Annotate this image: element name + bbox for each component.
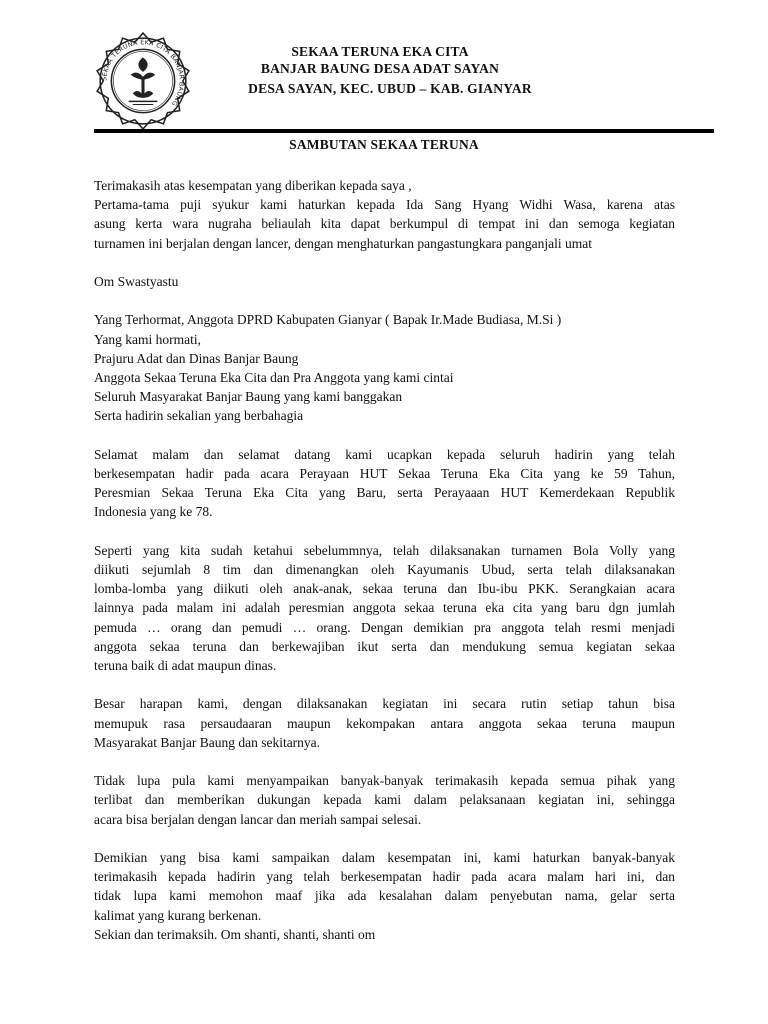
paragraph-line: Seperti yang kita sudah ketahui sebelummnya, telah dilaksanakan turnamen Bola Volly yang bbox=[94, 542, 675, 558]
paragraph-line: Selamat malam dan selamat datang kami ucapkan kepada seluruh hadirin yang telah bbox=[94, 446, 675, 462]
paragraph-line: Besar harapan kami, dengan dilaksanakan kegiatan ini secara rutin setiap tahun bisa bbox=[94, 696, 675, 712]
salutation-line: Yang kami hormati, bbox=[94, 331, 201, 347]
paragraph-line: lomba-lomba yang diikuti oleh anak-anak, sekaa teruna dan Ibu-ibu PKK. Serangkaian acara bbox=[94, 581, 675, 597]
header-line-3: DESA SAYAN, KEC. UBUD – KAB. GIANYAR bbox=[248, 81, 532, 96]
paragraph-line: pemuda … orang dan pemudi … orang. Dengan demikian pra anggota telah resmi menjadi bbox=[94, 619, 675, 635]
paragraph-line: terimakasih kepada hadirin yang telah berkesempatan hadir pada acara malam hari ini, dan bbox=[94, 869, 675, 885]
paragraph-welcome bbox=[94, 445, 675, 522]
paragraph-line: tidak lupa kami memohon maaf jika ada kesalahan dalam penyebutan nama, gelar serta bbox=[94, 888, 675, 904]
paragraph-line: memupuk rasa persaudaaran maupun kekompakan antara anggota sekaa teruna maupun bbox=[94, 715, 675, 731]
document-title: SAMBUTAN SEKAA TERUNA bbox=[289, 137, 479, 152]
paragraph-line: turnamen ini berjalan dengan lancer, dengan menghaturkan pangastungkara panganjali umat bbox=[94, 235, 593, 251]
header-line-1: SEKAA TERUNA EKA CITA bbox=[291, 44, 469, 59]
salutation-list bbox=[94, 310, 675, 425]
paragraph-line: Tidak lupa pula kami menyampaikan banyak-banyak terimakasih kepada semua pihak yang bbox=[94, 773, 675, 789]
document-body bbox=[94, 176, 675, 944]
paragraph-line: Terimakasih atas kesempatan yang diberikan kepada saya , bbox=[94, 178, 412, 193]
paragraph-opening bbox=[94, 176, 675, 253]
paragraph-line: lainnya pada malam ini adalah peresmian anggota sekaa teruna eka cita yang baru dgn jumlah bbox=[94, 600, 675, 616]
header-line-2: BANJAR BAUNG DESA ADAT SAYAN bbox=[260, 61, 500, 76]
paragraph-line: asung kerta wara nugraha beliaulah kita dapat berkumpul di tempat ini dan semoga kegiatan bbox=[94, 216, 675, 232]
salutation-line: Yang Terhormat, Anggota DPRD Kabupaten Gianyar ( Bapak Ir.Made Budiasa, M.Si ) bbox=[94, 312, 562, 328]
paragraph-line: Pertama-tama puji syukur kami haturkan kepada Ida Sang Hyang Widhi Wasa, karena atas bbox=[94, 197, 675, 213]
paragraph-line: Indonesia yang ke 78. bbox=[94, 504, 213, 520]
salutation-line: Seluruh Masyarakat Banjar Baung yang kami banggakan bbox=[94, 389, 403, 405]
paragraph-hope bbox=[94, 694, 675, 752]
salutation-line: Serta hadirin sekalian yang berbahagia bbox=[94, 408, 304, 424]
paragraph-activities bbox=[94, 541, 675, 675]
paragraph-line: diikuti sejumlah 8 tim dan dimenangkan oleh Kayumanis Ubud, serta telah dilaksanakan bbox=[94, 562, 675, 577]
salutation-line: Anggota Sekaa Teruna Eka Cita dan Pra Anggota yang kami cintai bbox=[94, 370, 454, 385]
organization-logo bbox=[92, 30, 194, 132]
paragraph-line: anggota sekaa teruna dan berkewajiban ikut serta dan mendukung semua kegiatan sekaa bbox=[94, 638, 675, 654]
paragraph-line: berkesempatan hadir pada acara Perayaan HUT Sekaa Teruna Eka Cita yang ke 59 Tahun, bbox=[94, 466, 675, 481]
paragraph-line: teruna baik di adat maupun dinas. bbox=[94, 658, 277, 674]
paragraph-closing bbox=[94, 848, 675, 944]
paragraph-line: Demikian yang bisa kami sampaikan dalam kesempatan ini, kami haturkan banyak-banyak bbox=[94, 850, 675, 865]
paragraph-line: Masyarakat Banjar Baung dan sekitarnya. bbox=[94, 734, 321, 750]
logo-ring-text: SEKAA TERUNA EKA CITA BANJAR BAUNG bbox=[101, 39, 185, 108]
header-divider bbox=[94, 129, 714, 133]
paragraph-thanks bbox=[94, 771, 675, 829]
paragraph-line: Peresmian Sekaa Teruna Eka Cita yang Baru, serta Perayaaan HUT Kemerdekaan Republik bbox=[94, 485, 675, 501]
paragraph-line: kalimat yang kurang berkenan. bbox=[94, 907, 262, 923]
greeting: Om Swastyastu bbox=[94, 274, 179, 289]
salutation-line: Prajuru Adat dan Dinas Banjar Baung bbox=[94, 350, 299, 366]
closing-line: Sekian dan terimaksih. Om shanti, shanti, shanti om bbox=[94, 926, 376, 942]
paragraph-line: terlibat dan memberikan dukungan kepada kami dalam pelaksanaan kegiatan ini, sehingga bbox=[94, 792, 675, 808]
paragraph-line: acara bisa berjalan dengan lancar dan meriah sampai selesai. bbox=[94, 811, 422, 827]
